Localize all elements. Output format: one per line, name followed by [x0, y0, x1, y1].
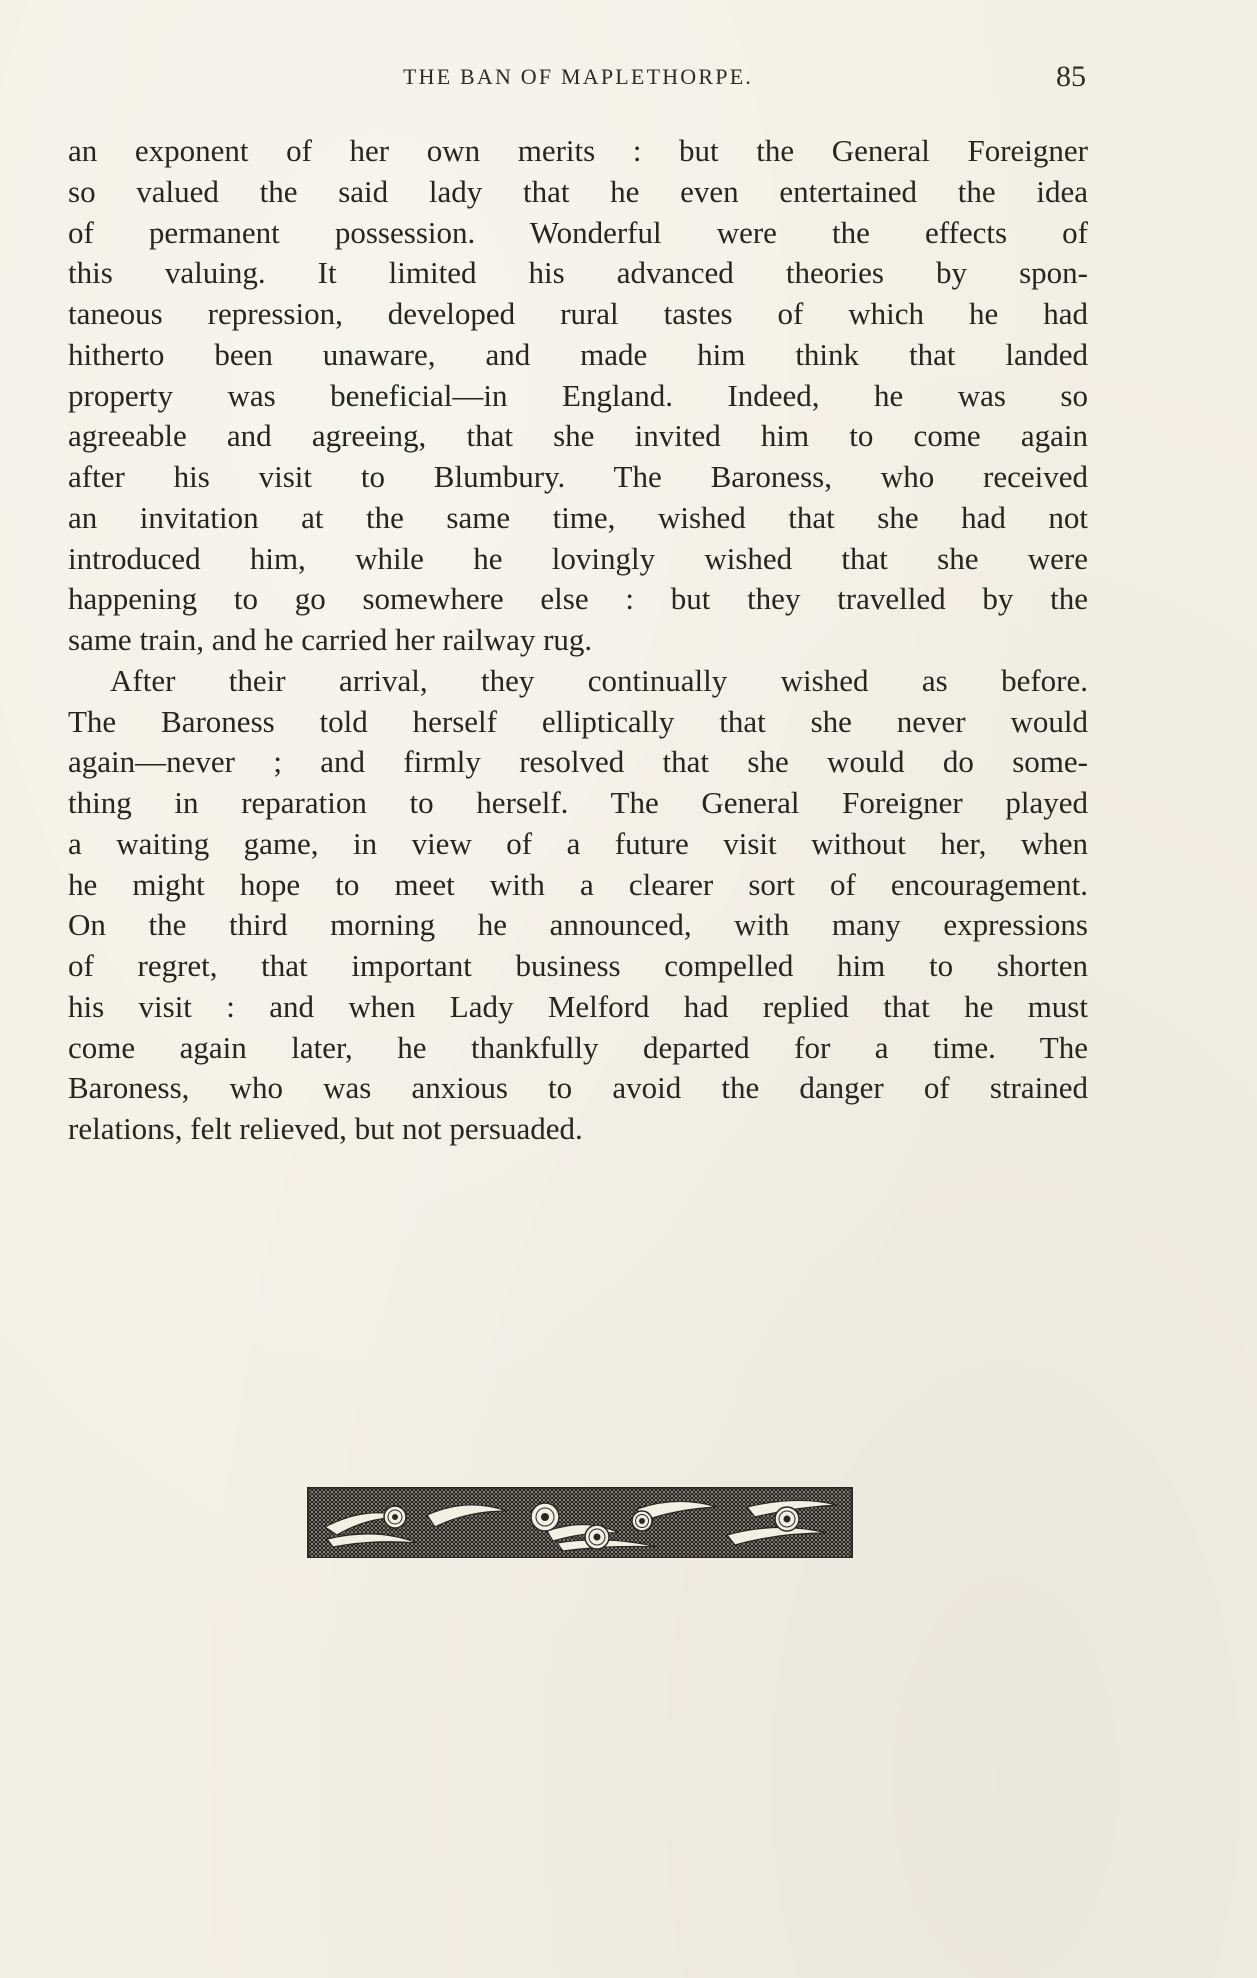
running-title: THE BAN OF MAPLETHORPE. — [402, 64, 754, 89]
text-line: taneous repression, developed rural tastes of which he had — [68, 296, 1088, 331]
page-number: 85 — [1056, 60, 1086, 93]
text-line: an exponent of her own merits : but the General Foreigner — [68, 133, 1088, 168]
text-line: he might hope to meet with a clearer sort of encouragement. — [68, 866, 1088, 902]
text-line: his visit : and when Lady Melford had replied that he must — [68, 988, 1088, 1024]
text-line: Baroness, who was anxious to avoid the danger of strained — [68, 1070, 1088, 1106]
text-line: after his visit to Blumbury. The Baroness, who received — [68, 459, 1088, 494]
text-line: happening to go somewhere else : but they travelled by the — [68, 581, 1088, 617]
text-line: of regret, that important business compelled him to shorten — [68, 948, 1088, 983]
text-line: After their arrival, they continually wished as before. — [110, 662, 1088, 698]
text-line: thing in reparation to herself. The General Foreigner played — [68, 785, 1088, 820]
text-line: The Baroness told herself elliptically that she never would — [68, 703, 1088, 739]
text-line: property was beneficial—in England. Indeed, he was so — [68, 377, 1088, 413]
text-line: hitherto been unaware, and made him think that landed — [68, 336, 1088, 372]
running-head — [70, 60, 1086, 96]
text-line: so valued the said lady that he even entertained the idea — [68, 173, 1088, 209]
text-line: a waiting game, in view of a future visit without her, when — [68, 825, 1088, 861]
text-line: of permanent possession. Wonderful were the effects of — [68, 214, 1088, 250]
text-line: again—never ; and firmly resolved that she would do some- — [68, 744, 1088, 780]
body-text — [68, 131, 1088, 1150]
text-line: agreeable and agreeing, that she invited him to come again — [68, 418, 1088, 454]
text-line: this valuing. It limited his advanced theories by spon- — [68, 255, 1088, 291]
text-line: On the third morning he announced, with many expressions — [68, 907, 1088, 943]
text-line: come again later, he thankfully departed for a time. The — [68, 1029, 1088, 1065]
text-line: introduced him, while he lovingly wished that she were — [68, 540, 1088, 576]
text-line: an invitation at the same time, wished that she had not — [68, 499, 1088, 535]
text-line: same train, and he carried her railway rug. — [68, 622, 593, 657]
floral-tailpiece-icon — [307, 1487, 853, 1558]
text-line: relations, felt relieved, but not persuaded. — [68, 1111, 583, 1146]
